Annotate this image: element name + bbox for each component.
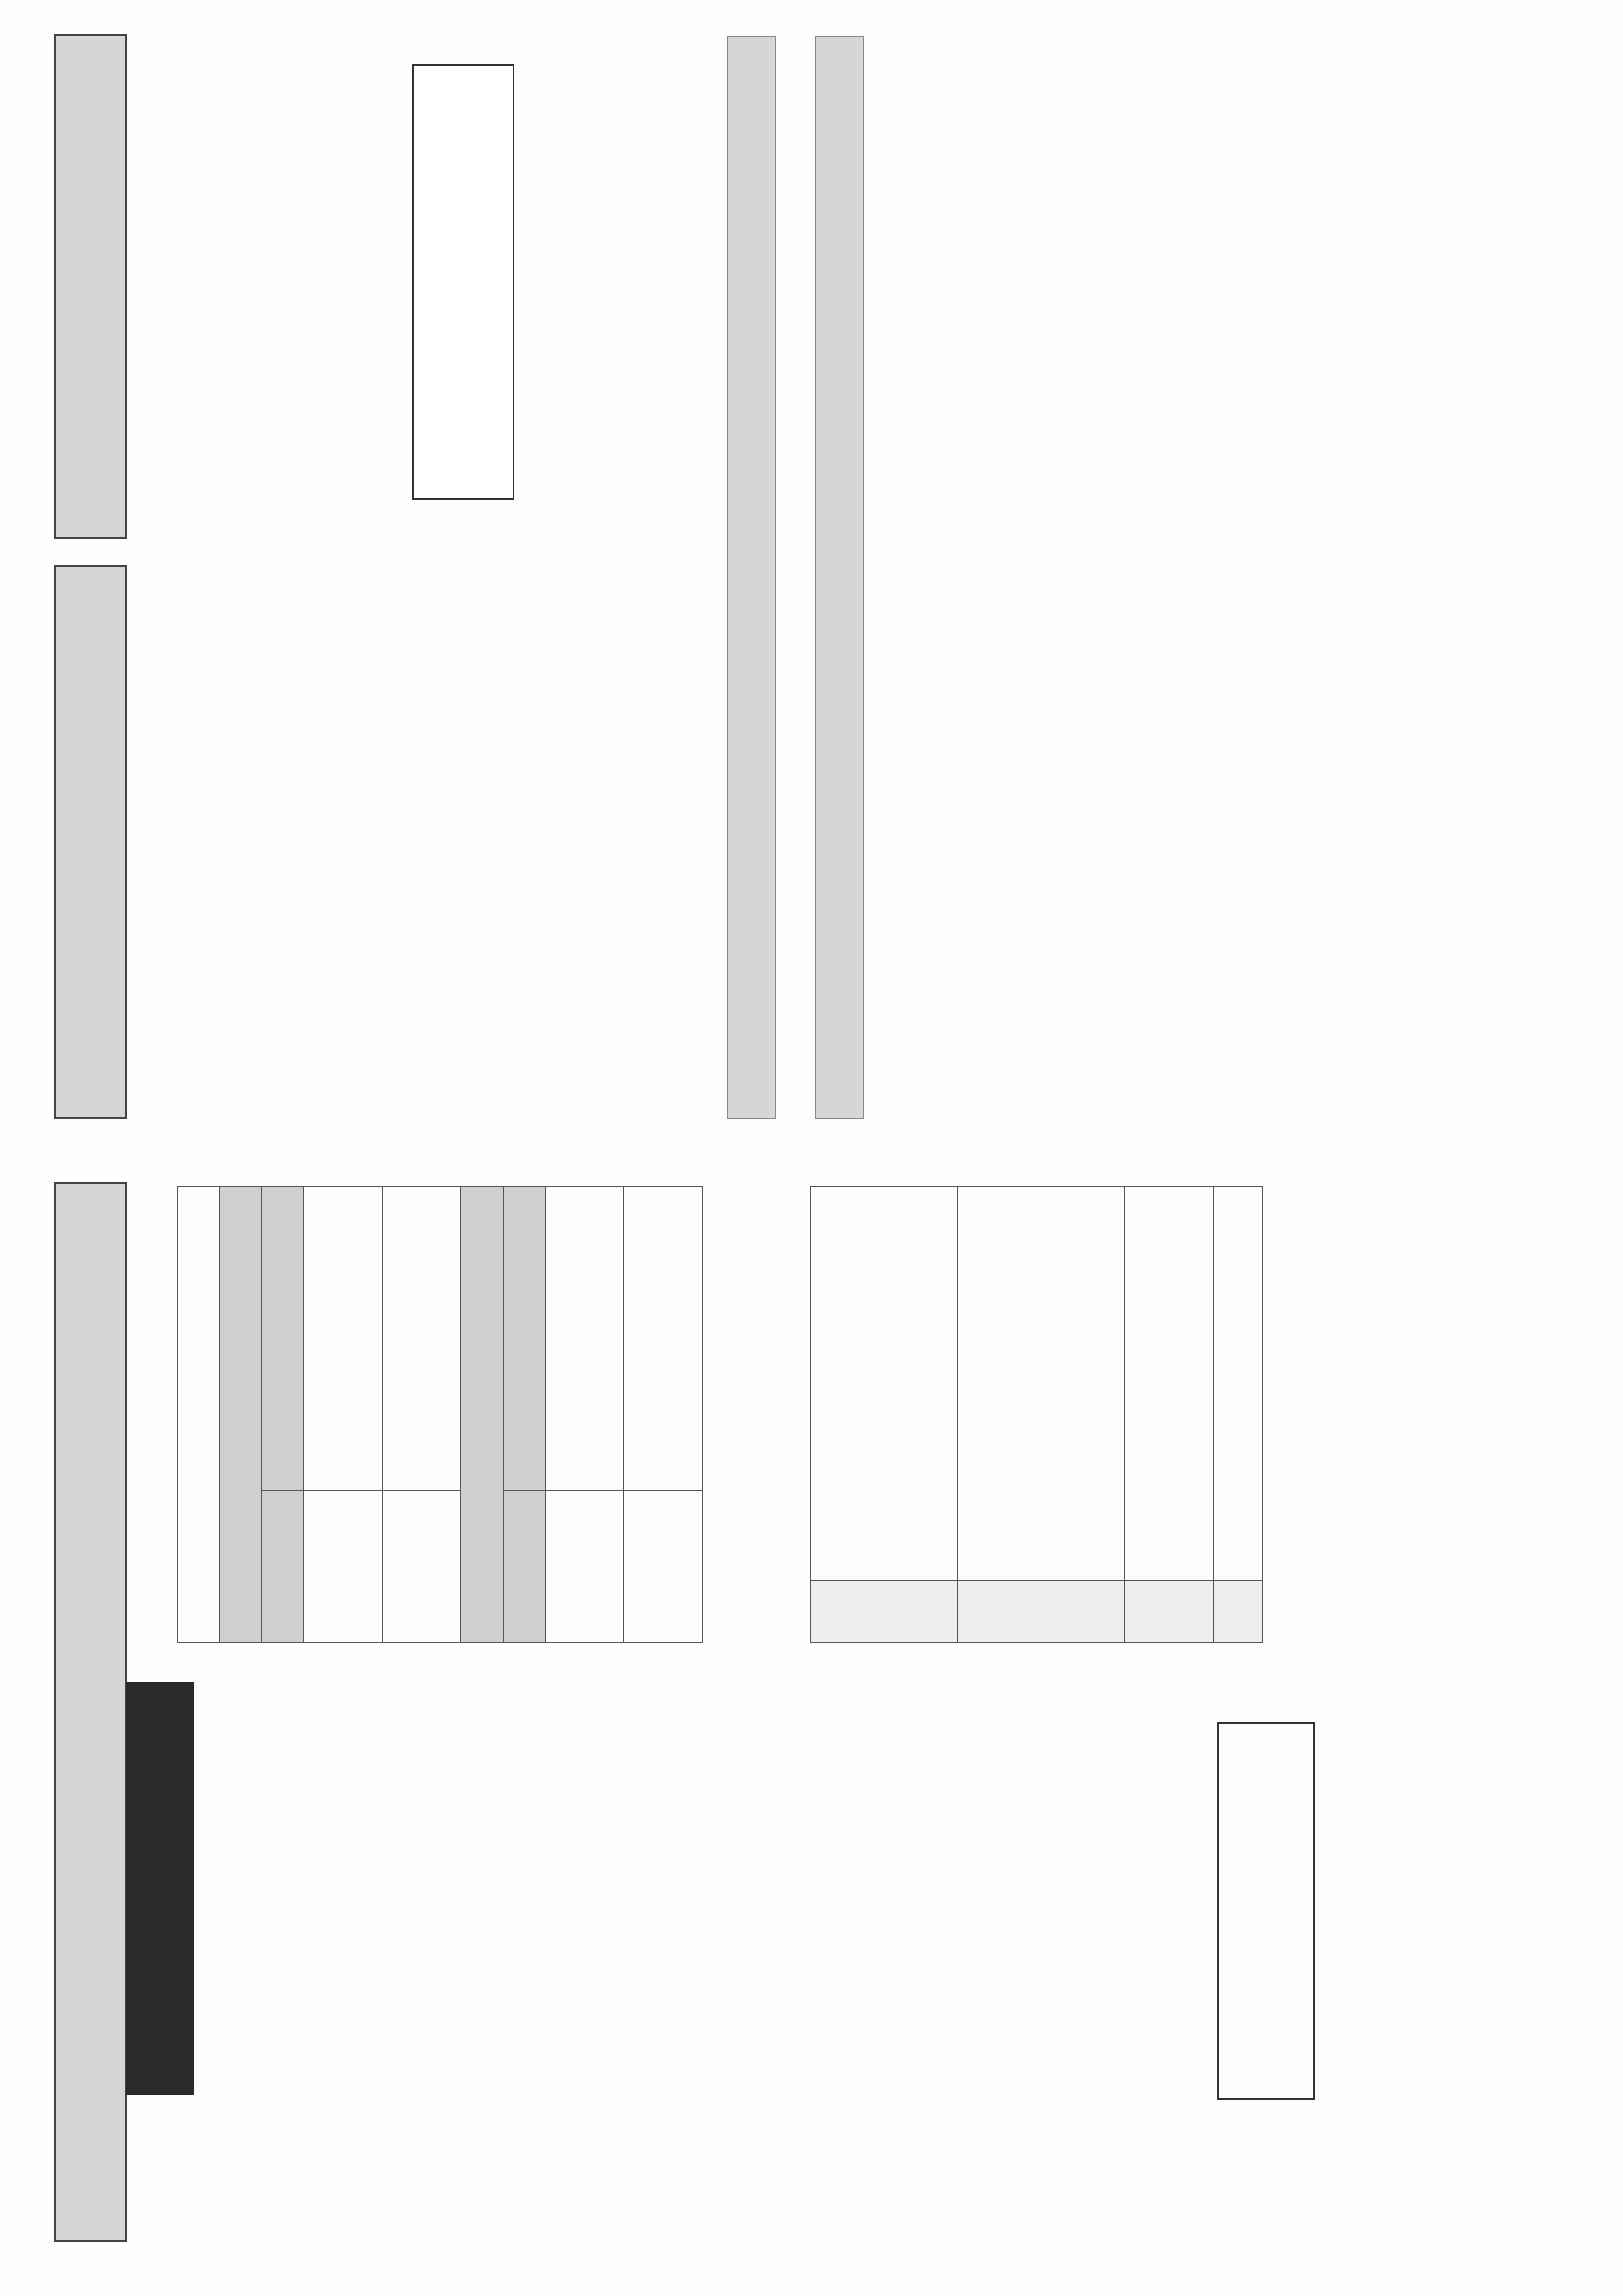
- volunteers-chair: [178, 1187, 220, 1643]
- sermon-title: [1217, 1722, 1315, 2100]
- col-worship: [262, 1491, 304, 1643]
- table-cell: [546, 1339, 624, 1491]
- mission-key: [1214, 1581, 1263, 1643]
- this-week-label: [220, 1187, 262, 1643]
- friday-bar: [815, 36, 864, 1119]
- mission-key: [811, 1581, 958, 1643]
- wed-header: [54, 34, 127, 539]
- table-cell: [624, 1339, 703, 1491]
- col-guide: [262, 1339, 304, 1491]
- table-cell: [304, 1187, 383, 1339]
- table-cell: [624, 1491, 703, 1643]
- volunteers-table: [177, 1186, 703, 1643]
- table-cell: [546, 1187, 624, 1339]
- table-cell: [546, 1491, 624, 1643]
- sunday-header: [54, 1182, 127, 2242]
- col-offering: [262, 1187, 304, 1339]
- table-cell: [383, 1491, 461, 1643]
- col-guide: [504, 1339, 546, 1491]
- table-cell: [624, 1187, 703, 1339]
- praise-header: [54, 565, 127, 1119]
- col-worship: [504, 1491, 546, 1643]
- table-cell: [304, 1339, 383, 1491]
- table-cell: [383, 1187, 461, 1339]
- left-page: [0, 1148, 1623, 2296]
- mission-key: [1125, 1581, 1214, 1643]
- table-cell: [304, 1491, 383, 1643]
- table-cell: [383, 1339, 461, 1491]
- dawn-bar: [727, 36, 776, 1119]
- mission-table: [810, 1186, 1263, 1643]
- next-week-label: [461, 1187, 504, 1643]
- sunday-theme: [126, 1682, 194, 2095]
- mission-key: [958, 1581, 1125, 1643]
- wed-sermon-box: [412, 64, 514, 500]
- col-offering: [504, 1187, 546, 1339]
